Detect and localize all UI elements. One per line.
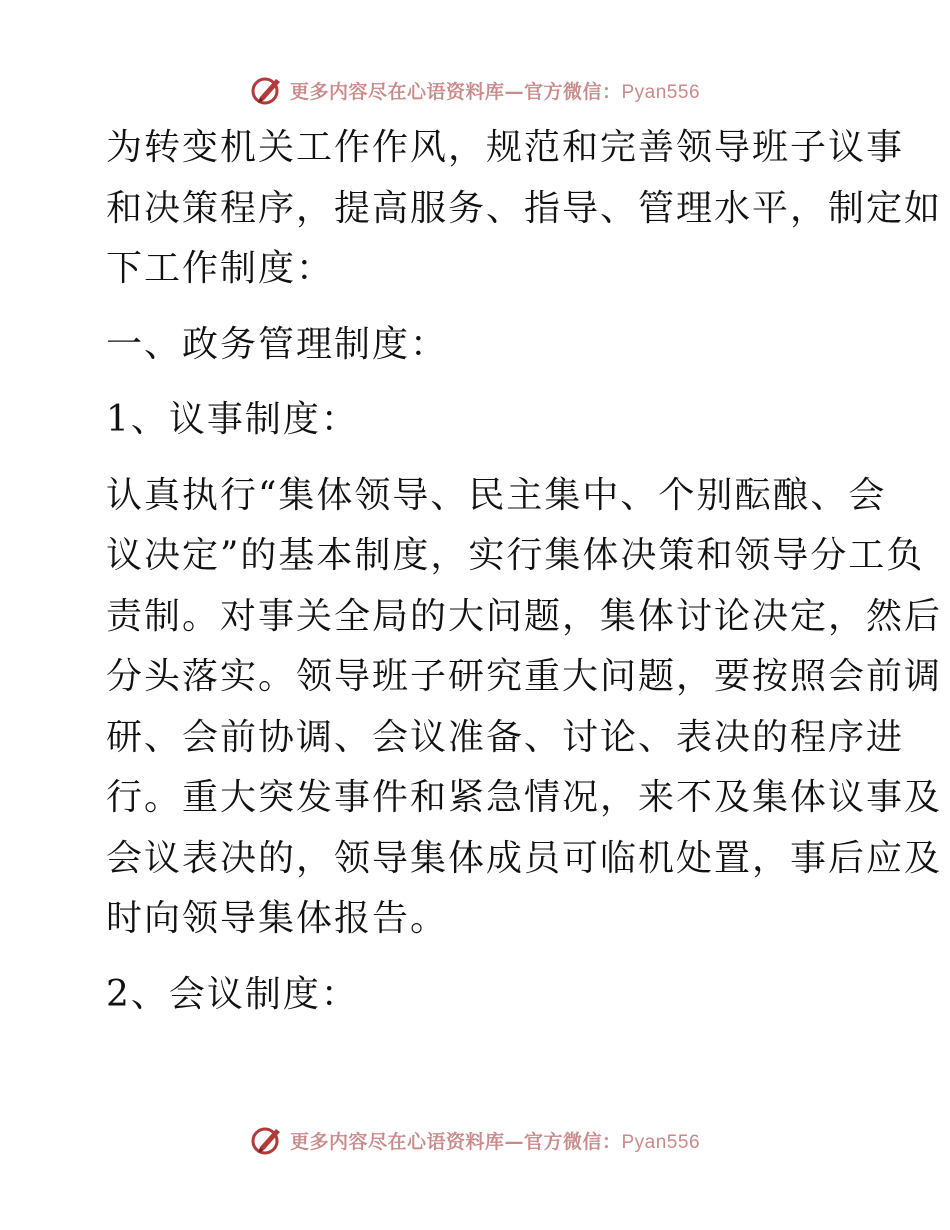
subsection-heading-2: 2、会议制度：: [106, 973, 359, 1015]
wechat-id: Pyan556: [621, 1131, 701, 1153]
document-body: [98, 118, 943, 1040]
header-banner: [0, 70, 950, 110]
quill-pen-logo-icon: [250, 73, 284, 107]
subsection-heading-1: 1、议事制度：: [106, 399, 359, 440]
banner-text: 更多内容尽在心语资料库—官方微信：Pyan556: [289, 80, 701, 103]
banner-text: 更多内容尽在心语资料库—官方微信：Pyan556: [289, 1130, 701, 1153]
intro-paragraph: 为转变机关工作作风，规范和完善领导班子议事 和决策程序，提高服务、指导、管理水平，制定如 下工作制度：: [106, 127, 943, 289]
body-paragraph: 认真执行“集体领导、民主集中、个别酝酿、会 议决定”的基本制度，实行集体决策和领导分工负 责制。对事关全局的大问题，集体讨论决定，然后 分头落实。领导班子研究重大问题，要按照会前调 研、会前协调、会议准备、讨论、表决的程序进 行。重大突发事件和紧急情况，来不及集体议事及 会议表决的，领导集体成员可临机处置，事后应及 时向领导集体报告。: [106, 474, 943, 939]
section-heading: 一、政务管理制度：: [106, 323, 449, 365]
quill-pen-logo-icon: [250, 1123, 284, 1157]
wechat-id: Pyan556: [621, 81, 701, 103]
footer-banner: [0, 1120, 950, 1160]
